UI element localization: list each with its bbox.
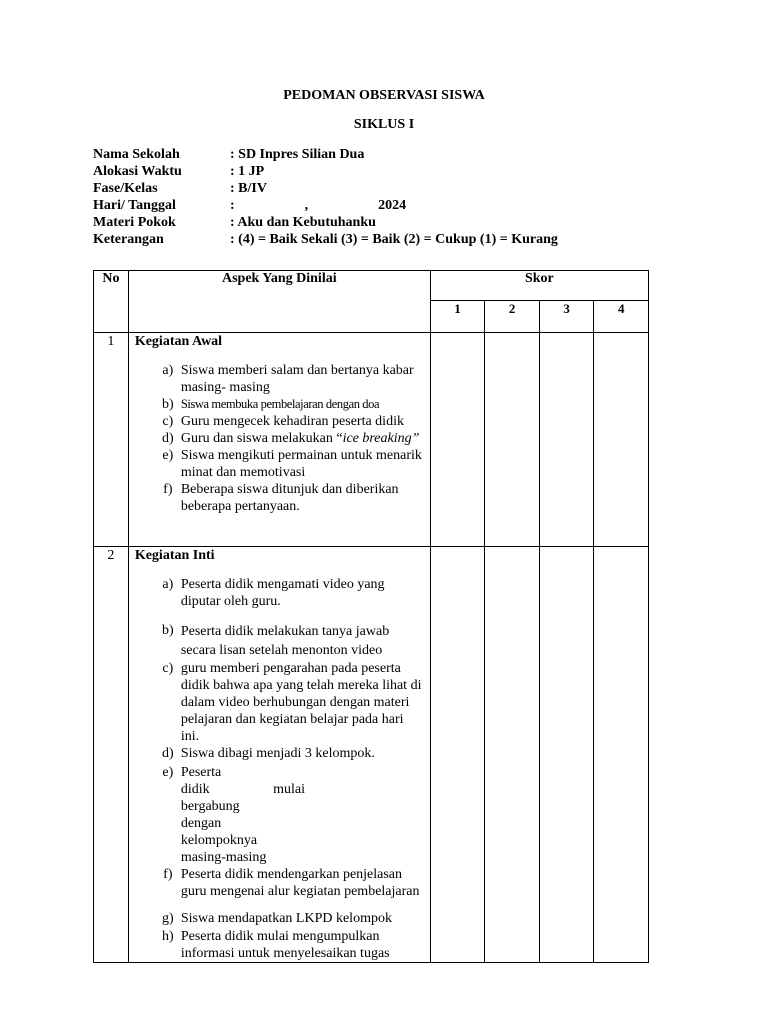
info-row-time (93, 163, 693, 180)
item-text: Peserta didik melakukan tanya jawab secara lisan setelah menonton video (180, 624, 390, 658)
list-item (155, 481, 424, 515)
item-text: Peserta didik mendengarkan penjelasan guru mengenai alur kegiatan pembelajaran (180, 867, 420, 899)
list-item (155, 362, 424, 396)
item-marker: h) (161, 929, 174, 944)
info-label: Materi Pokok (93, 215, 176, 230)
aspect-cell (128, 547, 430, 963)
table-row (94, 547, 649, 963)
item-marker: b) (161, 623, 174, 638)
item-text: Peserta didik mulai mengumpulkan informasi untuk menyelesaikan tugas (180, 929, 390, 961)
list-item (155, 413, 424, 430)
table-row (94, 333, 649, 547)
section-title: Kegiatan Inti (134, 548, 215, 563)
aspect-cell (128, 333, 430, 547)
item-text: Siswa membuka pembelajaran dengan doa (180, 397, 380, 411)
score-header-4: 4 (594, 301, 649, 333)
item-marker: a) (162, 577, 174, 592)
score-cell-3[interactable] (539, 547, 594, 963)
info-label: Fase/Kelas (93, 181, 158, 196)
item-marker: g) (161, 911, 174, 926)
info-value: : 1 JP (230, 164, 265, 179)
info-value: : (4) = Baik Sekali (3) = Baik (2) = Cukup (1) = Kurang (230, 232, 558, 247)
info-block (93, 146, 693, 248)
item-marker: b) (161, 397, 174, 412)
item-text (181, 430, 424, 447)
info-label: Alokasi Waktu (93, 164, 182, 179)
item-text: guru memberi pengarahan pada peserta didik bahwa apa yang telah mereka lihat di dalam video berhubungan dengan materi pelajaran dan kegiatan belajar pada hari ini. (180, 661, 422, 744)
item-text: Siswa mendapatkan LKPD kelompok (180, 911, 392, 926)
item-marker: f) (163, 867, 173, 882)
item-text: Siswa memberi salam dan bertanya kabar masing- masing (180, 363, 414, 395)
score-cell-1[interactable] (430, 547, 485, 963)
info-value: : , 2024 (230, 198, 407, 213)
info-label: Hari/ Tanggal (93, 198, 176, 213)
item-marker: c) (162, 661, 174, 676)
list-item (155, 910, 424, 927)
observation-table (93, 270, 649, 963)
item-text: Siswa dibagi menjadi 3 kelompok. (180, 746, 375, 761)
list-item (155, 430, 424, 447)
item-marker: d) (161, 746, 174, 761)
score-cell-4[interactable] (594, 547, 649, 963)
item-marker: e) (162, 448, 174, 463)
info-row-legend (93, 231, 693, 248)
item-text: Beberapa siswa ditunjuk dan diberikan beberapa pertanyaan. (180, 482, 399, 514)
info-label: Nama Sekolah (93, 147, 180, 162)
item-text-plain: Guru dan siswa melakukan “ (180, 431, 343, 446)
item-marker: e) (162, 765, 174, 780)
list-item (155, 447, 424, 481)
info-value: : Aku dan Kebutuhanku (230, 215, 376, 230)
aspect-list (129, 576, 430, 962)
aspect-list (129, 362, 430, 515)
document-title: PEDOMAN OBSERVASI SISWA (283, 88, 485, 103)
score-cell-4[interactable] (594, 333, 649, 547)
section-title: Kegiatan Awal (134, 334, 223, 349)
row-number: 2 (94, 547, 129, 963)
score-header-2: 2 (485, 301, 540, 333)
info-label: Keterangan (93, 232, 164, 247)
list-item (155, 396, 424, 413)
info-row-school (93, 146, 693, 163)
item-marker: f) (163, 482, 173, 497)
row-number: 1 (94, 333, 129, 547)
info-value: : B/IV (230, 181, 267, 196)
list-item (155, 576, 424, 610)
item-marker: a) (162, 363, 174, 378)
list-item (155, 622, 424, 660)
header-aspek: Aspek Yang Dinilai (128, 271, 430, 333)
score-header-1: 1 (430, 301, 485, 333)
item-text: Siswa mengikuti permainan untuk menarik minat dan memotivasi (180, 448, 422, 480)
info-row-topic (93, 214, 693, 231)
score-cell-2[interactable] (485, 333, 540, 547)
list-item (155, 660, 424, 745)
item-text: Peserta didik mulai bergabung dengan kelompoknya masing-masing (180, 765, 305, 865)
list-item (155, 866, 424, 900)
score-header-3: 3 (539, 301, 594, 333)
info-row-date (93, 197, 693, 214)
item-text-italic: ice breaking” (342, 431, 420, 446)
list-item (155, 764, 424, 866)
info-value: : SD Inpres Silian Dua (230, 147, 365, 162)
score-cell-2[interactable] (485, 547, 540, 963)
score-cell-3[interactable] (539, 333, 594, 547)
list-item (155, 928, 424, 962)
list-item (155, 745, 424, 762)
item-marker: c) (162, 414, 174, 429)
item-text: Guru mengecek kehadiran peserta didik (180, 414, 404, 429)
item-text: Peserta didik mengamati video yang diputar oleh guru. (180, 577, 385, 609)
info-row-class (93, 180, 693, 197)
header-no: No (94, 271, 129, 333)
score-cell-1[interactable] (430, 333, 485, 547)
item-marker: d) (161, 431, 174, 446)
document-subtitle: SIKLUS I (353, 117, 415, 132)
header-skor: Skor (430, 271, 648, 301)
